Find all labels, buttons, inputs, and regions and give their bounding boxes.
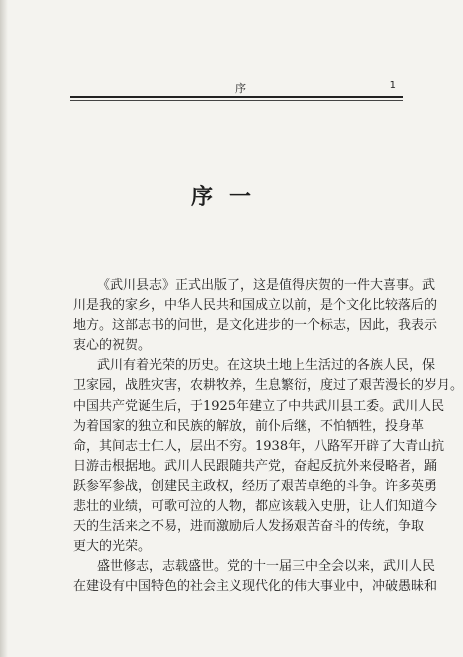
text-line: 在建设有中国特色的社会主义现代化的伟大事业中，冲破愚昧和 [73,579,438,595]
text-line: 悲壮的业绩，可歌可泣的人物，都应该载入史册，让人们知道今 [73,499,438,515]
text-line: 中国共产党诞生后，于1925年建立了中共武川县工委。武川人民 [73,398,445,414]
text-line: 武川有着光荣的历史。在这块土地上生活过的各族人民，保 [97,358,436,374]
text-line: 为着国家的独立和民族的解放，前仆后继，不怕牺牲，投身革 [73,418,425,434]
text-line: 地方。这部志书的问世，是文化进步的一个标志，因此，我表示 [73,318,438,334]
chapter-title: 序一 [190,185,267,210]
header-rule-thin [70,100,403,101]
text-line: 命，其间志士仁人，层出不穷。1938年，八路军开辟了大青山抗 [73,438,445,454]
text-line: 跃参军参战，创建民主政权，经历了艰苦卓绝的斗争。许多英勇 [73,478,438,494]
page-number: 1 [389,80,396,91]
text-line: 盛世修志，志载盛世。党的十一届三中全会以来，武川人民 [97,559,436,575]
binding-edge [0,0,8,657]
body-text [73,276,463,598]
text-line: 川是我的家乡，中华人民共和国成立以前，是个文化比较落后的 [73,298,438,314]
text-line: 衷心的祝贺。 [73,338,152,354]
text-line: 天的生活来之不易，进而激励后人发扬艰苦奋斗的传统，争取 [73,519,425,535]
text-line: 更大的光荣。 [73,539,152,555]
running-title: 序 [235,82,246,95]
running-header [70,80,400,96]
text-line: 《武川县志》正式出版了，这是值得庆贺的一件大喜事。武 [97,278,436,293]
text-line: 卫家园，战胜灾害，农耕牧养，生息繁衍，度过了艰苦漫长的岁月。 [73,378,463,394]
text-line: 日游击根据地。武川人民跟随共产党，奋起反抗外来侵略者，踊 [73,458,438,474]
header-rule-thick [70,96,403,98]
